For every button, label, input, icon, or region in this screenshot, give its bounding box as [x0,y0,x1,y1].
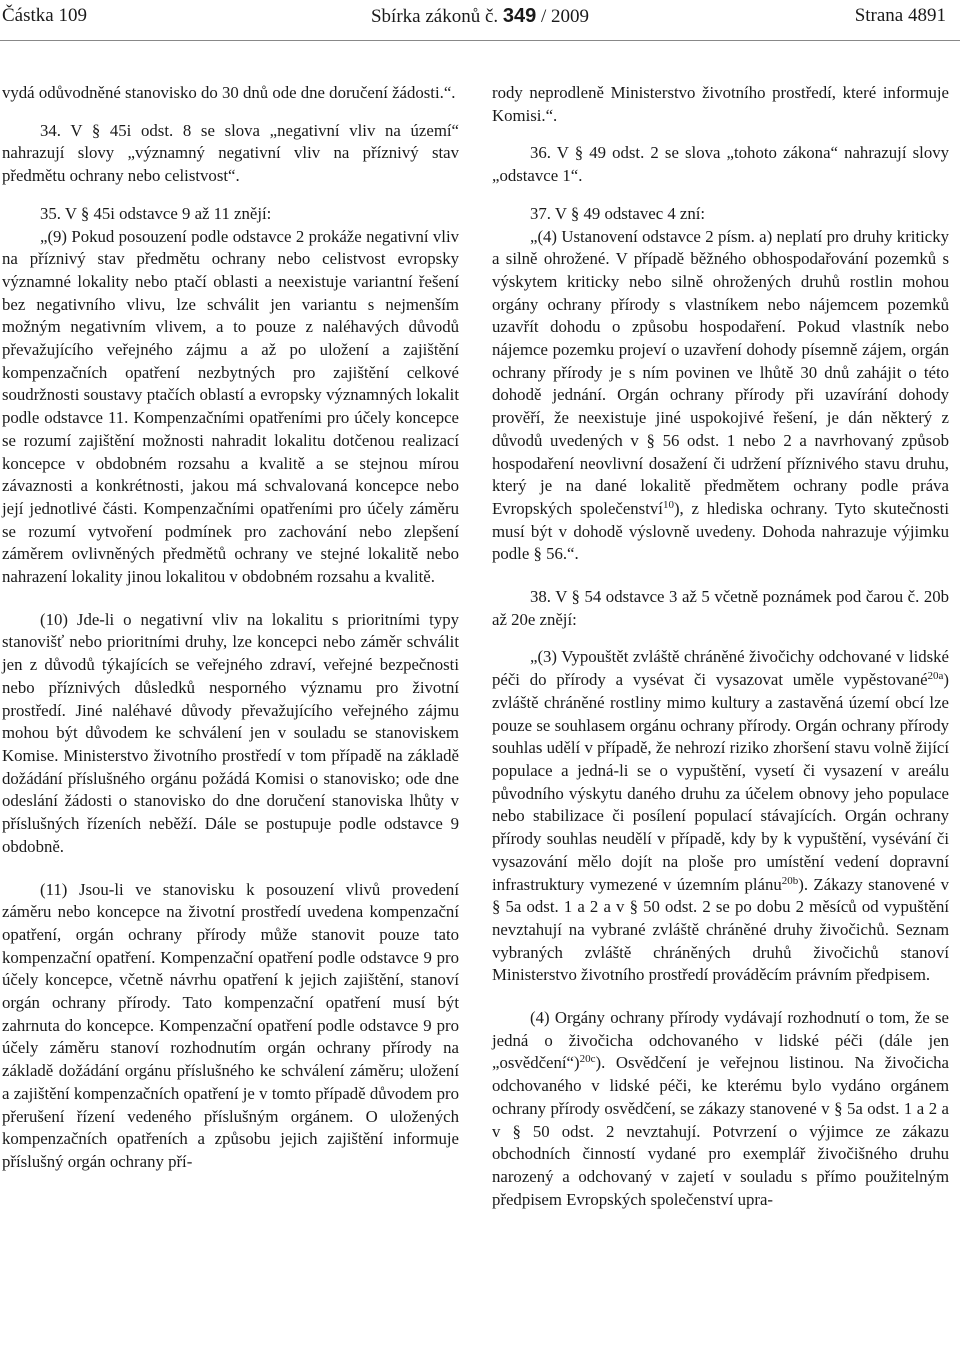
paragraph [492,646,949,987]
page-header [0,0,960,40]
paragraph [2,226,459,589]
paragraph [492,82,949,127]
paragraph [492,203,949,226]
paragraph-text: ). Zákazy stanovené v § 5a odst. 1 a 2 a v § 50 odst. 2 se po dobu 2 měsíců od vypuštění nevztahují na vybrané zvláště chráněné druhy živočichů. Seznam vybraných zvláště chráněných druhů živočichů stanoví Ministerstvo životního prostředí prováděcím právním předpisem. [492,874,949,985]
paragraph [492,226,949,567]
issue-number: Částka 109 [2,5,87,26]
right-column [492,82,949,1211]
collection-title [0,5,960,28]
paragraph [492,586,949,631]
paragraph-text: 35. V § 45i odstavce 9 až 11 znějí: [40,203,272,223]
paragraph-text: 37. V § 49 odstavec 4 zní: [530,203,706,223]
page-number: Strana 4891 [854,5,946,26]
footnote-reference: 10 [662,498,674,511]
collection-prefix: Sbírka zákonů č. [370,6,499,27]
paragraph [2,203,459,226]
paragraph-text: (4) Orgány ochrany přírody vydávají rozhodnutí o tom, že se jedná o živočicha odchovaného v lidské péči (dále jen „osvědčení“) [492,1008,949,1073]
collection-year: / 2009 [541,6,590,27]
footnote-reference: 20a [927,670,944,683]
paragraph-text: „(9) Pokud posouzení podle odstavce 2 prokáže negativní vliv na příznivý stav předmětu ochrany nebo celistvost evropsky významné lokality nebo ptačí oblasti a neexistuje variantní řešení bez negativního vlivu, lze schválit jen variantu s nejmenším možným negativním vlivem, a to pouze z naléhavých důvodů převažujícího veřejného zájmu a až po uložení a zajištění kompenzačních opatření nezbytných pro zajištění celkové soudržnosti soustavy ptačích oblastí a evropsky významných lokalit podle odstavce 11. Kompenzačními opatřeními pro účely koncepce se rozumí zajištění možnosti nahradit lokalitu dotčenou realizací koncepce v obdobném rozsahu a kvalitě a se stejnou mírou závaznosti a konkrétnosti, jakou má schvalovaná koncepce nebo její jednotlivé části. Kompenzačními opatřeními pro účely záměru se rozumí vytvoření podmínek pro zachování nebo zlepšení záměrem ovlivněných předmětů ochrany ve stejné lokalitě nebo nahrazení lokality jinou lokalitou v obdobném rozsahu a kvalitě. [2,226,459,587]
paragraph-text: 36. V § 49 odst. 2 se slova „tohoto zákona“ nahrazují slovy „odstavce 1“. [492,143,949,186]
footnote-reference: 20b [781,874,799,887]
paragraph-text: „(3) Vypouštět zvláště chráněné živočichy odchované v lidské péči do přírody a vysévat či vysazovat uměle vypěstované [492,647,949,690]
paragraph-text: 38. V § 54 odstavce 3 až 5 včetně poznámek pod čarou č. 20b až 20e znějí: [492,587,949,629]
law-number: 349 [502,5,537,27]
footnote-reference: 20c [579,1053,596,1066]
paragraph-text: (11) Jsou-li ve stanovisku k posouzení vlivů provedení záměru nebo koncepce na životní prostředí uvedena kompenzační opatření, orgán ochrany přírody může stanovit pouze tato kompenzační opatření. Kompenzační opatření podle odstavce 9 pro účely koncepce, včetně návrhu opatření k jejich zajištění, stanoví orgán ochrany přírody. Tato kompenzační opatření musí být zahrnuta do koncepce. Kompenzační opatření podle odstavce 9 pro účely záměru stanoví rozhodnutím orgán ochrany přírody na základě dožádání orgánu příslušného ke schválení záměru; uložení a zajištění kompenzačních opatření je v tomto případě důvodem pro přerušení řízení vedeného příslušným orgánem. O uložených kompenzačních opatřeních a způsobu jejich zajištění informuje příslušný orgán ochrany pří- [2,879,459,1171]
paragraph [2,120,459,188]
paragraph [492,1007,949,1211]
paragraph-text: (10) Jde-li o negativní vliv na lokalitu s prioritními typy stanovišť nebo prioritními druhy, lze koncepci nebo záměr schválit jen z důvodů týkajících se veřejného zdraví, veřejné bezpečnosti nebo příznivých důsledků nesporného významu pro životní prostředí. Jiné naléhavé důvody převažujícího veřejného zájmu mohou být důvodem ke schválení jen v souladu se stanoviskem Komise. Ministerstvo životního prostředí v tom případě na základě dožádání příslušného orgánu požádá Komisi o stanovisko; ode dne odeslání žádosti o stanovisko do dne doručení stanoviska lhůty v příslušných řízeních neběží. Dále se postupuje podle odstavce 9 obdobně. [2,609,459,856]
paragraph-text: vydá odůvodněné stanovisko do 30 dnů ode dne doručení žádosti.“. [2,83,456,102]
paragraph-text: ). Osvědčení je veřejnou listinou. Na živočicha odchovaného v lidské péči, ke kterému bylo vydáno orgánem ochrany přírody osvědčení, se zákazy stanovené v § 5a odst. 1 a 2 a v § 50 odst. 2 nevztahují. Potvrzení o výjimce ze zákazu obchodních činností vydané pro exemplář živočišného druhu narozený a odchovaný v zajetí v souladu s přímo použitelným předpisem Evropských společenství upra- [492,1053,949,1209]
paragraph-text: rody neprodleně Ministerstvo životního prostředí, které informuje Komisi.“. [492,83,949,125]
header-divider [0,40,960,41]
paragraph-text: 34. V § 45i odst. 8 se slova „negativní vliv na území“ nahrazují slovy „významný negativní vliv na příznivý stav předmětu ochrany nebo celistvost“. [2,120,459,186]
paragraph [2,879,459,1174]
paragraph [2,609,459,859]
paragraph [2,82,459,105]
left-column [2,82,459,1174]
paragraph-text: ) zvláště chráněné rostliny mimo kultury a zastavěná území obcí lze pouze se souhlasem orgánu ochrany přírody. Orgán ochrany přírody souhlas udělí v případě, že nehrozí riziko zhoršení stavu volně žijící populace a jedná-li se o vypuštění, vysetí či vysazení v areálu původního výskytu daného druhu za účelem obnovy jeho populace nebo stabilizace či posílení populací stávajících. Orgán ochrany přírody souhlas neudělí v případě, kdy by k vypuštění, vysévání či vysazování mělo dojít na ploše pro umístění vedení dopravní infrastruktury vymezené v územním plánu [492,670,949,894]
paragraph-text: ), z hlediska ochrany. Tyto skutečnosti musí být v dohodě výslovně uvedeny. Dohoda nahrazuje výjimku podle § 56.“. [492,498,949,564]
paragraph [492,142,949,187]
paragraph-text: „(4) Ustanovení odstavce 2 písm. a) neplatí pro druhy kriticky a silně ohrožené. V případě běžného obhospodařování pozemků s výskytem kriticky nebo silně ohrožených druhů rostlin mohou orgány ochrany přírody s vlastníkem nebo nájemcem pozemků uzavřít dohodu o způsobu hospodaření. Pokud vlastník nebo nájemce pozemku projeví o uzavření dohody písemně zájem, orgán ochrany přírody je s ním povinen ve lhůtě 30 dnů zahájit o této dohodě jednání. Orgán ochrany přírody při uzavírání dohody prověří, že neexistuje jiné uspokojivé řešení, je dán některý z důvodů uvedených v § 56 odst. 1 nebo 2 a navrhovaný způsob hospodaření neovlivní dosažení či udržení příznivého stavu druhu, který je na dané lokalitě předmětem ochrany podle práva Evropských společenství [492,226,949,518]
